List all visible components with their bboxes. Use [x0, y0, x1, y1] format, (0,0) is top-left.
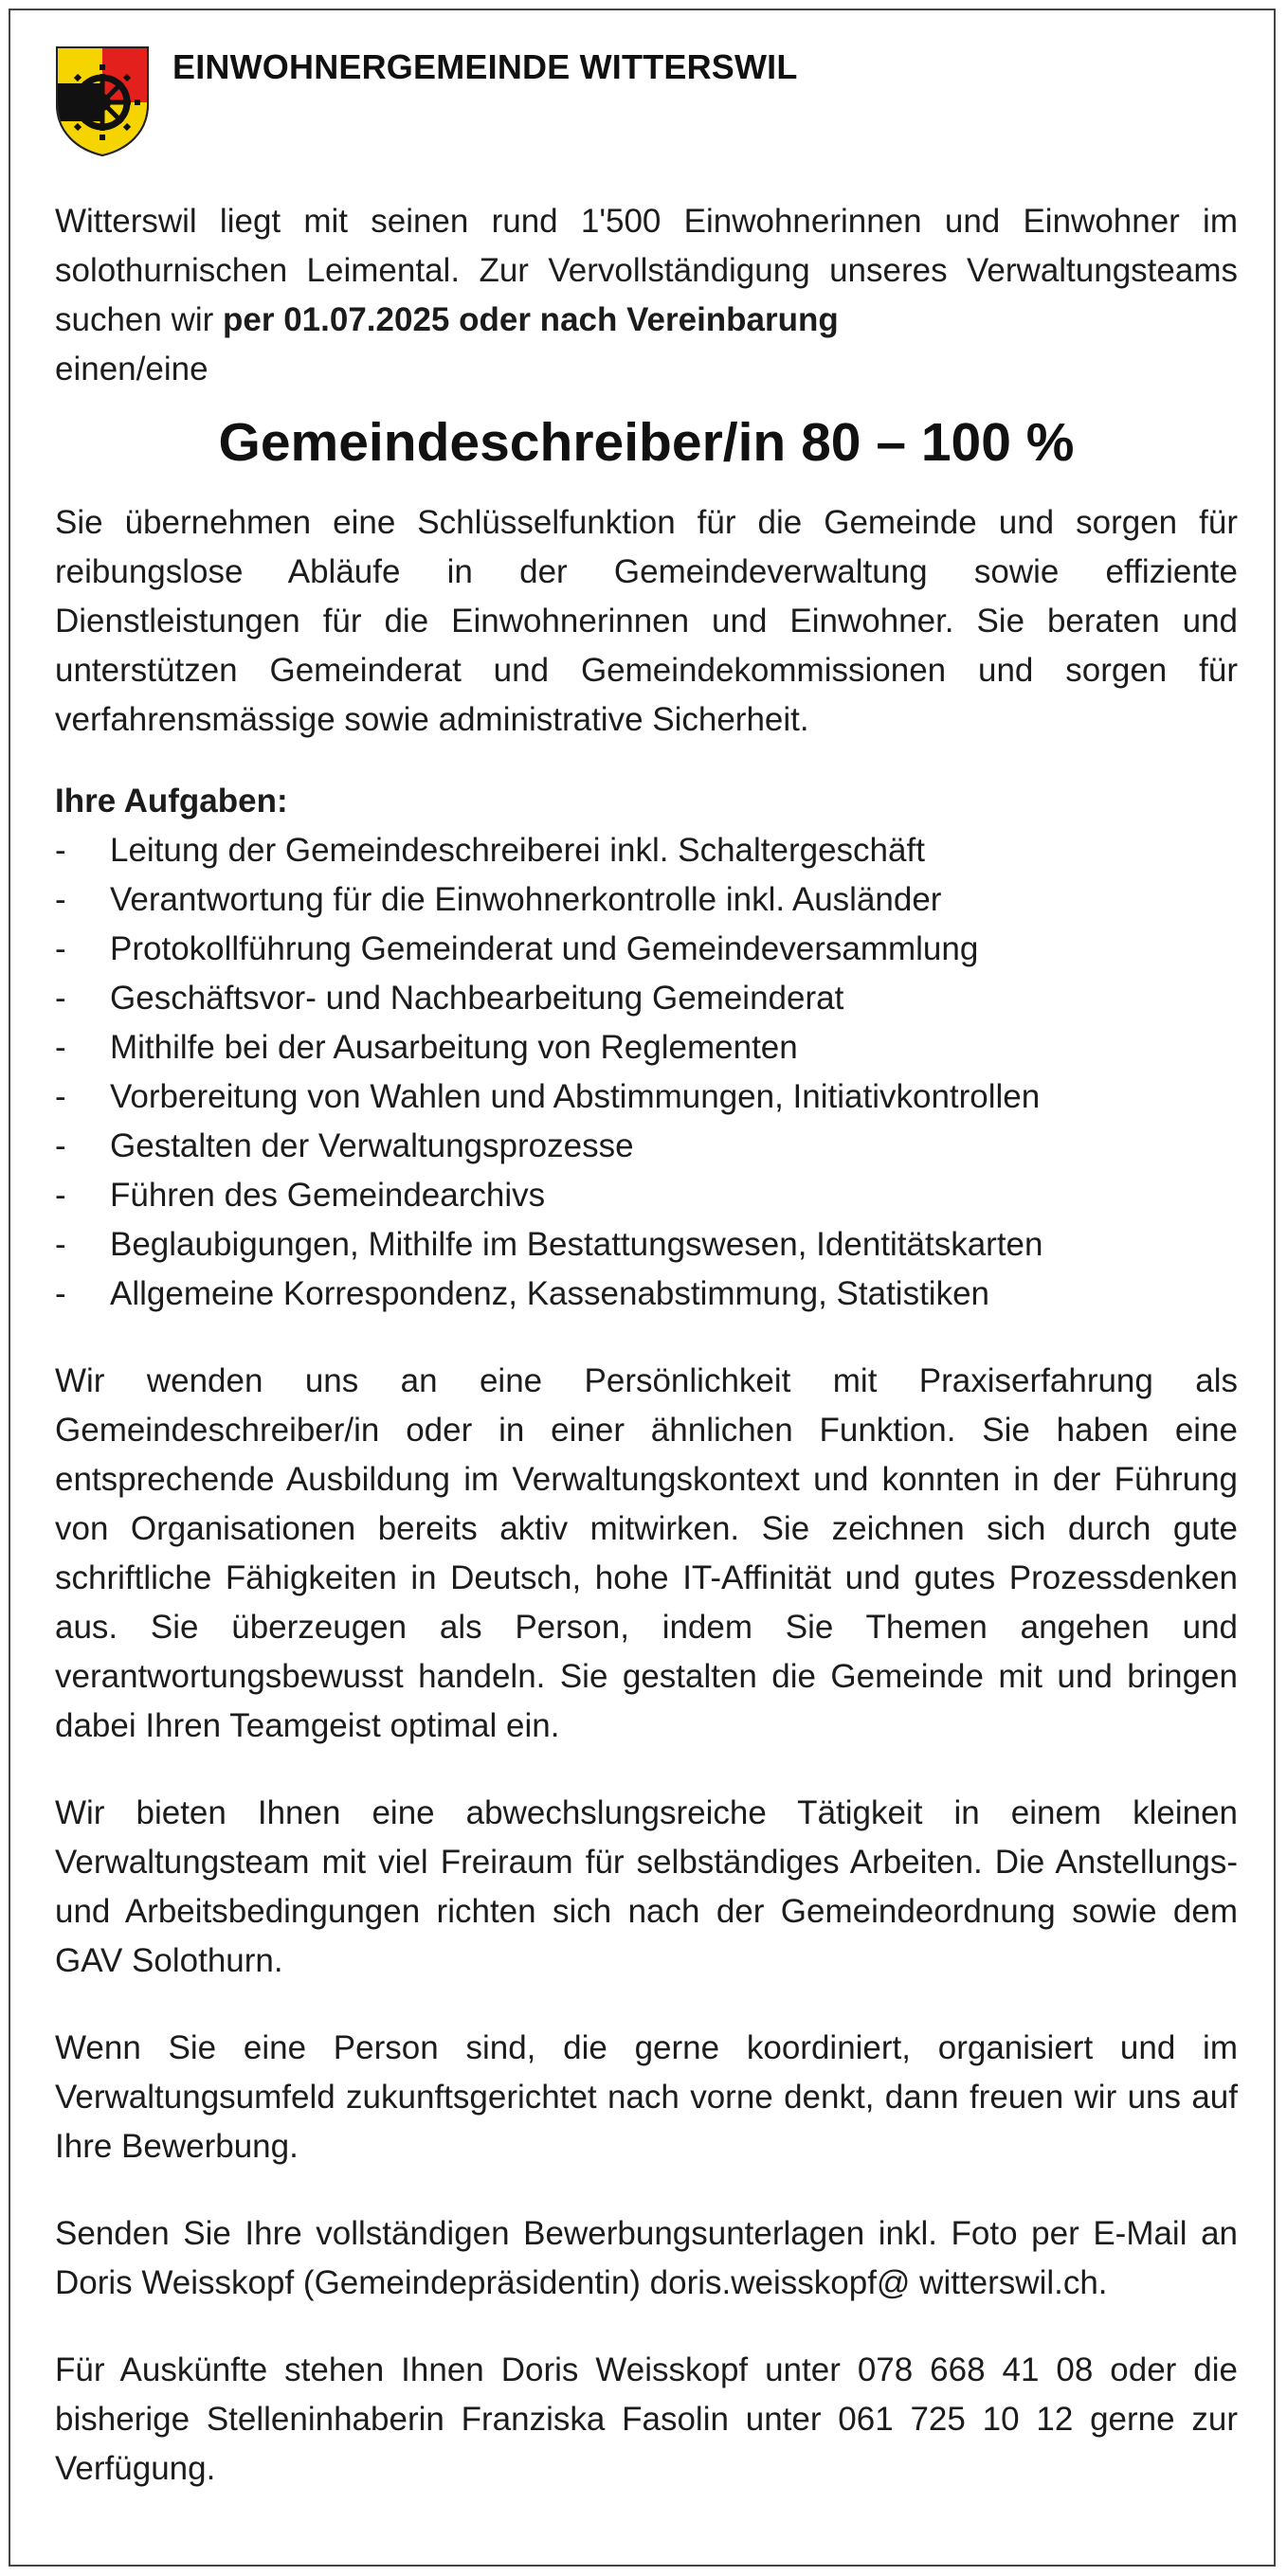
task-text: Geschäftsvor- und Nachbearbeitung Gemeinderat: [110, 980, 844, 1017]
profile-paragraph: Wir wenden uns an eine Persönlichkeit mit Praxiserfahrung als Gemeindeschreiber/in oder in einer ähnlichen Funktion. Sie haben eine entsprechende Ausbildung im Verwaltungskontext und konnten in der Führung von Organisationen bereits aktiv mitwirken. Sie zeichnen sich durch gute schriftliche Fähigkeiten in Deutsch, hohe IT-Affinität und gutes Prozessdenken aus. Sie überzeugen als Person, indem Sie Themen angehen und verantwortungsbewusst handeln. Sie gestalten die Gemeinde mit und bringen dabei Ihren Teamgeist optimal ein.: [55, 1362, 1238, 1744]
start-date: per 01.07.2025 oder nach Vereinbarung: [223, 301, 839, 338]
intro-position-phrase: einen/eine: [55, 351, 208, 387]
list-item: [55, 1023, 1238, 1072]
application-paragraph: Senden Sie Ihre vollständigen Bewerbungsunterlagen inkl. Foto per E-Mail an Doris Weisskopf (Gemeindepräsidentin) doris.weisskopf@ witterswil.ch.: [55, 2215, 1238, 2301]
invitation-paragraph: Wenn Sie eine Person sind, die gerne koordiniert, organisiert und im Verwaltungsumfeld zukunftsgerichtet nach vorne denkt, dann freuen wir uns auf Ihre Bewerbung.: [55, 2029, 1238, 2165]
bullet-dash: -: [55, 1226, 66, 1263]
bullet-dash: -: [55, 1177, 66, 1214]
list-item: [55, 1072, 1238, 1122]
job-title: Gemeindeschreiber/in 80 – 100 %: [218, 412, 1075, 473]
bullet-dash: -: [55, 881, 66, 918]
task-text: Führen des Gemeindearchivs: [110, 1177, 546, 1214]
list-item: [55, 1122, 1238, 1171]
task-text: Leitung der Gemeindeschreiberei inkl. Schaltergeschäft: [110, 832, 925, 869]
organization-name: EINWOHNERGEMEINDE WITTERSWIL: [172, 47, 798, 86]
task-text: Gestalten der Verwaltungsprozesse: [110, 1127, 634, 1164]
task-list: [55, 826, 1238, 1319]
list-item: [55, 1220, 1238, 1270]
list-item: [55, 925, 1238, 974]
task-text: Mithilfe bei der Ausarbeitung von Reglementen: [110, 1029, 798, 1066]
bullet-dash: -: [55, 980, 66, 1017]
intro-text: Witterswil liegt mit seinen rund 1'500 Einwohnerinnen und Einwohner im solothurnischen Leimental. Zur Vervollständigung unseres Verwaltungsteams suchen wir: [55, 203, 1238, 338]
list-item: [55, 875, 1238, 925]
header: [55, 45, 798, 157]
list-item: [55, 1270, 1238, 1319]
contact-paragraph: Für Auskünfte stehen Ihnen Doris Weisskopf unter 078 668 41 08 oder die bisherige Stelleninhaberin Franziska Fasolin unter 061 725 10 12 gerne zur Verfügung.: [55, 2351, 1238, 2487]
task-text: Allgemeine Korrespondenz, Kassenabstimmung, Statistiken: [110, 1275, 989, 1312]
bullet-dash: -: [55, 930, 66, 967]
municipal-coat-of-arms-icon: [55, 45, 150, 157]
bullet-dash: -: [55, 1029, 66, 1066]
bullet-dash: -: [55, 832, 66, 869]
task-text: Verantwortung für die Einwohnerkontrolle inkl. Ausländer: [110, 881, 942, 918]
ad-content: [55, 197, 1238, 2494]
intro-paragraph: [55, 197, 1238, 394]
task-text: Beglaubigungen, Mithilfe im Bestattungswesen, Identitätskarten: [110, 1226, 1043, 1263]
list-item: [55, 826, 1238, 875]
bullet-dash: -: [55, 1275, 66, 1312]
role-paragraph: Sie übernehmen eine Schlüsselfunktion für die Gemeinde und sorgen für reibungslose Abläufe in der Gemeindeverwaltung sowie effiziente Dienstleistungen für die Einwohnerinnen und Einwohner. Sie beraten und unterstützen Gemeinderat und Gemeindekommissionen und sorgen für verfahrensmässige sowie administrative Sicherheit.: [55, 504, 1238, 738]
task-text: Vorbereitung von Wahlen und Abstimmungen, Initiativkontrollen: [110, 1078, 1041, 1115]
tasks-heading: Ihre Aufgaben:: [55, 783, 288, 820]
bullet-dash: -: [55, 1078, 66, 1115]
task-text: Protokollführung Gemeinderat und Gemeindeversammlung: [110, 930, 979, 967]
list-item: [55, 1171, 1238, 1220]
mill-wheel-icon: [64, 64, 140, 140]
list-item: [55, 974, 1238, 1023]
bullet-dash: -: [55, 1127, 66, 1164]
offer-paragraph: Wir bieten Ihnen eine abwechslungsreiche Tätigkeit in einem kleinen Verwaltungsteam mit viel Freiraum für selbständiges Arbeiten. Die Anstellungs- und Arbeitsbedingungen richten sich nach der Gemeindeordnung sowie dem GAV Solothurn.: [55, 1794, 1238, 1979]
